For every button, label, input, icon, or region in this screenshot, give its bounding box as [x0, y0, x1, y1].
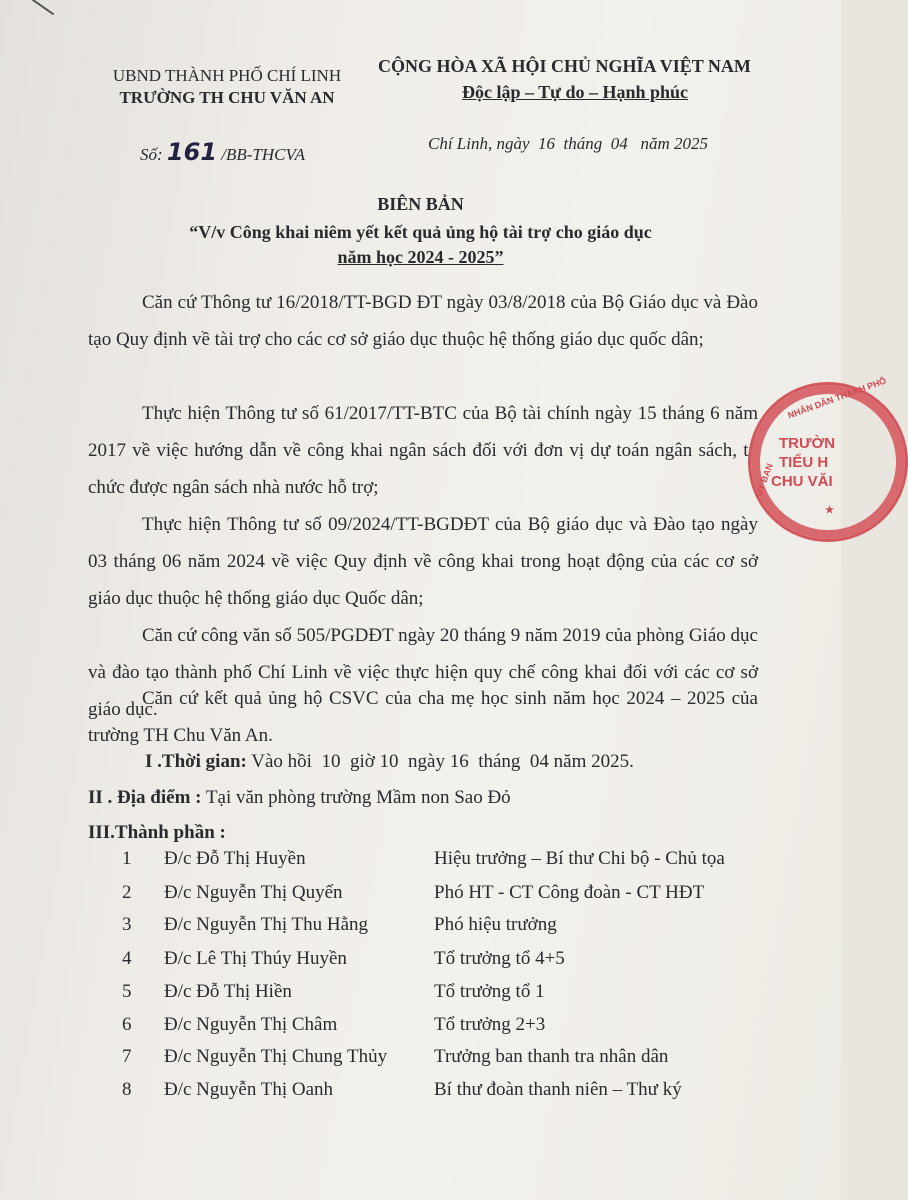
doc-number-prefix: Số: — [140, 145, 163, 164]
member-role: Hiệu trưởng – Bí thư Chi bộ - Chủ tọa — [434, 848, 725, 869]
doc-number-suffix: /BB-THCVA — [221, 145, 306, 164]
red-seal-stamp — [748, 375, 908, 542]
legal-basis-paragraph-3: Thực hiện Thông tư số 09/2024/TT-BGDĐT của Bộ giáo dục và Đào tạo ngày 03 tháng 06 năm 2024 về việc Quy định về công khai trong hoạt động của các cơ sở giáo dục thuộc hệ thống giáo dục Quốc dân; — [88, 514, 758, 609]
section-place — [88, 779, 511, 816]
member-number: 7 — [122, 1046, 132, 1067]
legal-basis-paragraph-5: Căn cứ kết quả ủng hộ CSVC của cha mẹ học sinh năm học 2024 – 2025 của trường TH Chu Văn An. — [88, 688, 758, 746]
member-row — [0, 1014, 841, 1046]
member-number: 5 — [122, 981, 132, 1002]
member-role: Tổ trưởng tổ 4+5 — [434, 948, 565, 969]
member-name: Đ/c Nguyễn Thị Chung Thủy — [164, 1046, 388, 1067]
member-number: 8 — [122, 1079, 132, 1100]
member-row — [0, 1046, 841, 1078]
member-role: Trưởng ban thanh tra nhân dân — [434, 1046, 669, 1067]
pen-mark — [32, 0, 54, 15]
member-role: Phó hiệu trưởng — [434, 914, 557, 935]
section-members-label: III.Thành phần : — [88, 822, 226, 843]
stamp-line-2: TIỂU H — [779, 454, 829, 471]
doc-subject-line1: “V/v Công khai niêm yết kết quả ủng hộ tài trợ cho giáo dục — [189, 222, 652, 242]
section-time-label: I .Thời gian: — [145, 751, 247, 772]
issuer-school: TRƯỜNG TH CHU VĂN AN — [119, 88, 335, 107]
member-row — [0, 981, 841, 1013]
national-title: CỘNG HÒA XÃ HỘI CHỦ NGHĨA VIỆT NAM — [378, 56, 751, 76]
member-name: Đ/c Đỗ Thị Huyền — [164, 848, 306, 869]
member-row — [0, 882, 841, 914]
stamp-line-3: CHU VĂI — [771, 473, 833, 490]
legal-basis-paragraph-1: Căn cứ Thông tư 16/2018/TT-BGD ĐT ngày 03/8/2018 của Bộ Giáo dục và Đào tạo Quy định về tài trợ cho các cơ sở giáo dục thuộc hệ thống giáo dục quốc dân; — [88, 292, 758, 350]
issuer-authority: UBND THÀNH PHỐ CHÍ LINH — [112, 66, 342, 85]
member-number: 2 — [122, 882, 132, 903]
legal-basis-paragraph-4: Căn cứ công văn số 505/PGDĐT ngày 20 tháng 9 năm 2019 của phòng Giáo dục và đào tạo thành phố Chí Linh về việc thực hiện quy chế công khai đối với các cơ sở giáo dục. — [88, 625, 758, 720]
member-role: Bí thư đoàn thanh niên – Thư ký — [434, 1079, 682, 1100]
doc-title: BIÊN BẢN — [377, 194, 464, 214]
member-name: Đ/c Nguyễn Thị Quyến — [164, 882, 343, 903]
section-time-value: Vào hồi 10 giờ 10 ngày 16 tháng 04 năm 2025. — [251, 751, 634, 772]
member-name: Đ/c Nguyễn Thị Châm — [164, 1014, 338, 1035]
member-name: Đ/c Đỗ Thị Hiền — [164, 981, 292, 1002]
member-number: 3 — [122, 914, 132, 935]
national-motto: Độc lập – Tự do – Hạnh phúc — [462, 82, 689, 102]
section-time — [145, 743, 634, 780]
member-number: 4 — [122, 948, 132, 969]
member-role: Tổ trưởng tổ 1 — [434, 981, 545, 1002]
member-role: Tổ trưởng 2+3 — [434, 1014, 546, 1035]
member-row — [0, 914, 841, 946]
member-number: 1 — [122, 848, 132, 869]
member-row — [0, 848, 841, 880]
stamp-line-1: TRƯỜN — [779, 435, 836, 452]
member-name: Đ/c Lê Thị Thúy Huyền — [164, 948, 347, 969]
member-row — [0, 948, 841, 980]
doc-number-handwritten: 161 — [166, 138, 218, 166]
stamp-ring-side: UỶ BAN — [753, 462, 775, 498]
member-name: Đ/c Nguyễn Thị Thu Hằng — [164, 914, 369, 935]
member-number: 6 — [122, 1014, 132, 1035]
member-role: Phó HT - CT Công đoàn - CT HĐT — [434, 882, 705, 903]
member-name: Đ/c Nguyễn Thị Oanh — [164, 1079, 334, 1100]
section-place-value: Tại văn phòng trường Mầm non Sao Đỏ — [205, 787, 511, 808]
member-row — [0, 1079, 841, 1111]
doc-subject-line2: năm học 2024 - 2025” — [337, 247, 504, 267]
doc-date: Chí Linh, ngày 16 tháng 04 năm 2025 — [428, 134, 709, 153]
stamp-ring-top: NHÂN DÂN THÀNH PHỐ — [786, 375, 888, 421]
legal-basis-paragraph-2: Thực hiện Thông tư số 61/2017/TT-BTC của Bộ tài chính ngày 15 tháng 6 năm 2017 về việc hướng dẫn về công khai ngân sách đối với đơn vị dự toán ngân sách, tổ chức được ngân sách nhà nước hỗ trợ; — [88, 403, 758, 498]
stamp-star-icon: ★ — [825, 505, 834, 516]
doc-number — [140, 138, 305, 166]
section-place-label: II . Địa điểm : — [88, 787, 202, 808]
